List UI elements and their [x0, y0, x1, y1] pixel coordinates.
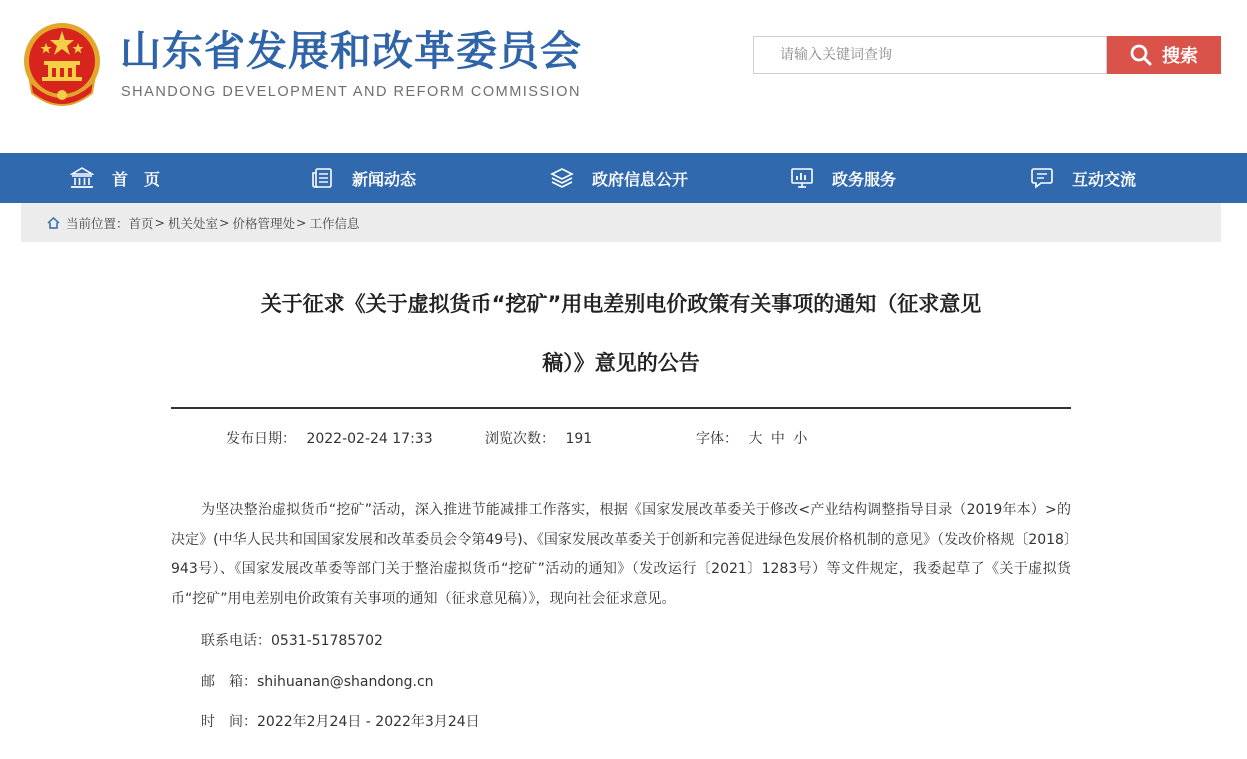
- breadcrumb-prefix: 当前位置：: [66, 215, 129, 231]
- site-title: 山东省发展和改革委员会: [120, 27, 582, 75]
- search-icon: [1130, 44, 1152, 66]
- publish-date-value: 2022-02-24 17:33: [306, 431, 433, 447]
- consultation-period: [201, 711, 480, 731]
- nav-item-gov-info[interactable]: [550, 153, 688, 203]
- breadcrumb-item-work-info[interactable]: 工作信息: [309, 215, 360, 231]
- article-title: [171, 275, 1071, 393]
- contact-email-value: shihuanan@shandong.cn: [257, 674, 434, 690]
- font-size-label: 字体：: [696, 431, 738, 447]
- search-box: [753, 36, 1107, 74]
- contact-email-label: 邮 箱：: [201, 674, 257, 690]
- article-title-line1: 关于征求《关于虚拟货币“挖矿”用电差别电价政策有关事项的通知（征求意见: [260, 292, 982, 316]
- breadcrumb-item-home[interactable]: 首页: [128, 215, 154, 231]
- chat-icon: [1030, 166, 1054, 190]
- view-count-value: 191: [565, 431, 593, 447]
- nav-item-label: 新闻动态: [352, 169, 417, 189]
- title-divider: [171, 407, 1071, 409]
- main-nav: [0, 153, 1247, 203]
- search-input[interactable]: [754, 37, 1106, 73]
- article-title-line2: 稿）》意见的公告: [542, 351, 700, 375]
- site-subtitle: SHANDONG DEVELOPMENT AND REFORM COMMISSION: [121, 84, 581, 100]
- nav-item-label: 首 页: [112, 169, 161, 189]
- search-button[interactable]: [1107, 36, 1221, 74]
- publish-date: [226, 428, 433, 448]
- publish-date-label: 发布日期：: [226, 431, 296, 447]
- font-size-large[interactable]: 大: [748, 431, 763, 447]
- nav-item-label: 互动交流: [1072, 169, 1137, 189]
- contact-email: [201, 671, 434, 691]
- contact-phone: [201, 630, 383, 650]
- breadcrumb-item-price-office[interactable]: 价格管理处: [232, 215, 296, 231]
- font-size-medium[interactable]: 中: [770, 431, 785, 447]
- breadcrumb: [21, 203, 1221, 242]
- site-header: [0, 0, 1247, 153]
- font-size-small[interactable]: 小: [793, 431, 808, 447]
- consultation-period-value: 2022年2月24日 - 2022年3月24日: [257, 714, 480, 730]
- nav-item-label: 政府信息公开: [592, 169, 689, 189]
- monitor-icon: [790, 166, 814, 190]
- nav-item-services[interactable]: [790, 153, 896, 203]
- consultation-period-label: 时 间：: [201, 714, 257, 730]
- news-icon: [310, 166, 334, 190]
- home-icon: [47, 217, 60, 229]
- nav-item-label: 政务服务: [832, 169, 897, 189]
- breadcrumb-separator: >: [296, 215, 307, 230]
- search-button-label: 搜索: [1162, 46, 1198, 67]
- national-emblem-icon: [22, 21, 102, 107]
- breadcrumb-separator: >: [219, 215, 230, 230]
- font-size-selector: [696, 428, 811, 448]
- contact-phone-label: 联系电话：: [201, 633, 271, 649]
- building-icon: [70, 166, 94, 190]
- view-count-label: 浏览次数：: [485, 431, 555, 447]
- article-body: 为坚决整治虚拟货币“挖矿”活动，深入推进节能减排工作落实，根据《国家发展改革委关于修改<产业结构调整指导目录（2019年本）>的决定》(中华人民共和国国家发展和改革委员会令第49号)、《国家发展改革委关于创新和完善促进绿色发展价格机制的意见》（发改价格规〔2018〕943号）、《国家发展改革委等部门关于整治虚拟货币“挖矿”活动的通知》（发改运行〔2021〕1283号）等文件规定，我委起草了《关于虚拟货币“挖矿”用电差别电价政策有关事项的通知（征求意见稿）》，现向社会征求意见。: [171, 502, 1071, 607]
- breadcrumb-item-offices[interactable]: 机关处室: [168, 215, 219, 231]
- nav-item-interaction[interactable]: [1030, 153, 1136, 203]
- nav-item-news[interactable]: [310, 153, 416, 203]
- nav-item-home[interactable]: [70, 153, 160, 203]
- breadcrumb-separator: >: [154, 215, 166, 230]
- layers-icon: [550, 166, 574, 190]
- view-count: [485, 428, 592, 448]
- contact-phone-value: 0531-51785702: [271, 633, 383, 649]
